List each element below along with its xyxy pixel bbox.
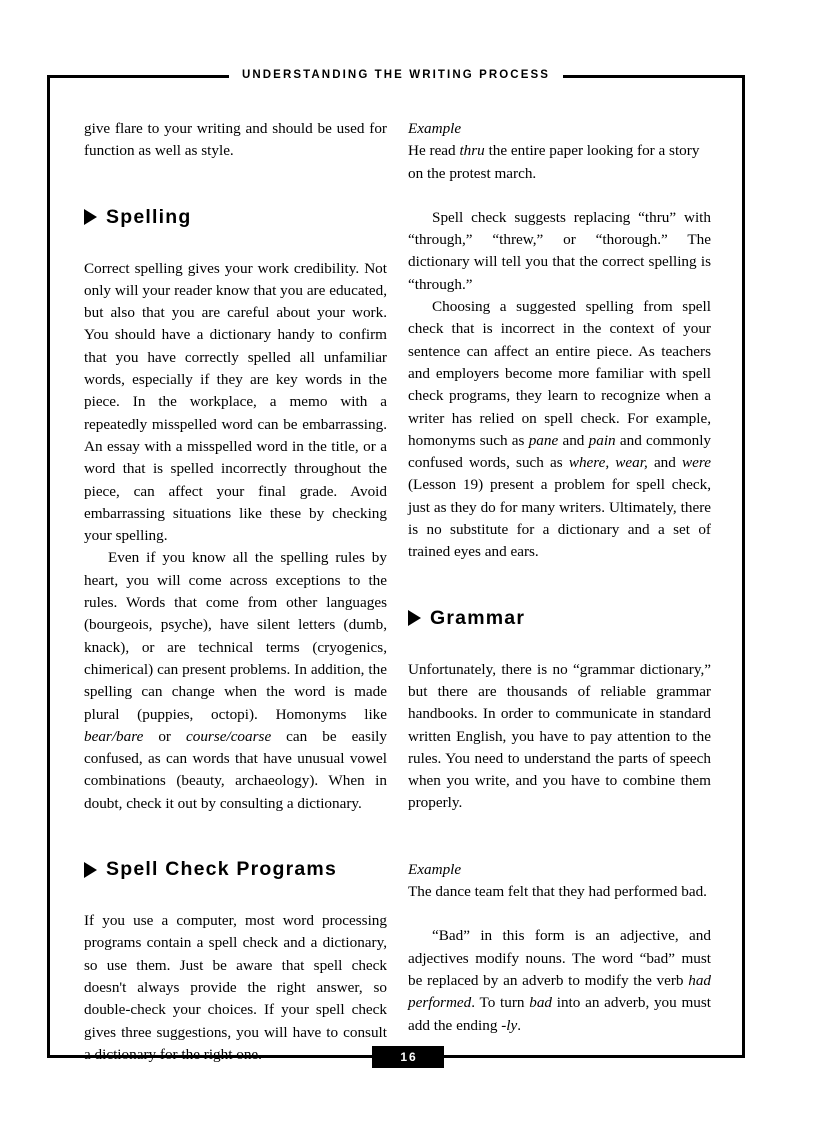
text-run: or <box>143 727 186 745</box>
text-run: the entire paper looking for a story on the protest march. <box>408 142 700 182</box>
paragraph: If you use a computer, most word processing programs contain a spell check and a dictionary, so use them. Just be aware that spell check doesn't always provide the right answer, so double-check your choices. If your spell check gives three suggestions, you will have to consult a dictionary for the right one. <box>84 912 387 1063</box>
section-heading-spell-check-programs <box>84 859 387 880</box>
right-triangle-icon <box>84 862 97 878</box>
italic-term: course/coarse <box>185 727 272 745</box>
text-run: can be easily confused, as can words that have unusual vowel combinations (beauty, archaeology). When in doubt, check it out by consulting a dictionary. <box>84 727 387 812</box>
spacer <box>408 903 711 925</box>
italic-term: pane <box>528 431 559 449</box>
italic-term: were <box>682 454 711 472</box>
example-label: Example <box>408 120 462 137</box>
text-run: “Bad” in this form is an adjective, and adjectives modify nouns. The word “bad” must be replaced by an adverb to modify the verb <box>408 927 711 989</box>
text-run: He read <box>408 142 460 160</box>
text-run: Even if you know all the spelling rules by heart, you will come across exceptions to the rules. Words that come from other languages (bourgeois, psyche), have silent letters (dumb, knack), or are technical terms (cryogenics, chimerical) can present problems. In addition, the spelling can change when the word is made plural (puppies, octopi). Homonyms like <box>84 549 387 723</box>
spacer <box>84 815 387 859</box>
paragraph: Correct spelling gives your work credibility. Not only will your reader know that you are educated, but also that you are careful about your work. You should have a dictionary handy to confirm that you have correctly spelled all unfamiliar words, especially if they are key words in the piece. In the workplace, a memo with a repeatedly misspelled word can be embarrassing. An essay with a misspelled word in the title, or a word that is spelled incorrectly throughout the piece, can affect your final grade. Avoid embarrassing situations like these by checking your spelling. <box>84 259 387 545</box>
text-run: and <box>647 454 683 472</box>
text-run: (Lesson 19) present a problem for spell check, just as they do for many writers. Ultimately, there is no substitute for a dictionary and a set of trained eyes and ears. <box>408 476 711 561</box>
spacer <box>84 880 387 910</box>
running-head <box>47 64 745 86</box>
italic-term: bad <box>529 994 553 1012</box>
paragraph: Spell check suggests replacing “thru” with “through,” “threw,” or “thorough.” The dictionary will tell you that the correct spelling is “through.” <box>408 208 711 293</box>
text-run: into an adverb, you must add the ending <box>408 994 711 1034</box>
running-head-text: UNDERSTANDING THE WRITING PROCESS <box>229 69 563 82</box>
italic-term: pain <box>588 431 616 449</box>
italic-term: -ly <box>501 1016 518 1034</box>
italic-term: had performed <box>408 971 711 1012</box>
spacer <box>84 163 387 207</box>
text-run: . To turn <box>471 994 530 1012</box>
example-sentence: The dance team felt that they had performed bad. <box>408 883 707 901</box>
text-run: and commonly confused words, such as <box>408 431 712 472</box>
section-heading-spelling <box>84 207 387 228</box>
example-sentence <box>408 140 711 185</box>
spacer <box>408 629 711 659</box>
right-triangle-icon <box>408 610 421 626</box>
paragraph <box>408 296 711 564</box>
section-heading-grammar <box>408 608 711 629</box>
italic-term: where, wear, <box>568 454 648 472</box>
spacer <box>408 564 711 608</box>
continued-paragraph: give flare to your writing and should be used for function as well as style. <box>84 120 387 160</box>
section-heading-label: Spelling <box>106 205 192 228</box>
page-number: 16 <box>372 1046 443 1068</box>
spacer <box>84 228 387 258</box>
italic-term: bear/bare <box>84 727 144 745</box>
spacer <box>408 815 711 859</box>
example-label: Example <box>408 860 462 878</box>
section-heading-label: Grammar <box>430 606 526 629</box>
section-heading-label: Spell Check Programs <box>106 858 337 881</box>
italic-term: thru <box>459 142 485 160</box>
spacer <box>408 185 711 207</box>
right-column <box>408 118 712 1034</box>
paragraph: Unfortunately, there is no “grammar dictionary,” but there are thousands of reliable grammar handbooks. In order to communicate in standard written English, you have to pay attention to the rules. You need to understand the parts of speech when you write, and you have to combine them properly. <box>408 660 711 812</box>
text-run: . <box>517 1016 522 1034</box>
text-run: and <box>558 431 589 449</box>
paragraph <box>84 547 387 815</box>
right-triangle-icon <box>84 209 97 225</box>
paragraph <box>408 925 711 1036</box>
left-column <box>84 118 387 1063</box>
text-run: Choosing a suggested spelling from spell check that is incorrect in the context of your sentence can affect an entire piece. As teachers and employers become more familiar with spell check programs, they learn to recognize when a writer has relied on spell check. For example, homonyms such as <box>408 298 711 449</box>
